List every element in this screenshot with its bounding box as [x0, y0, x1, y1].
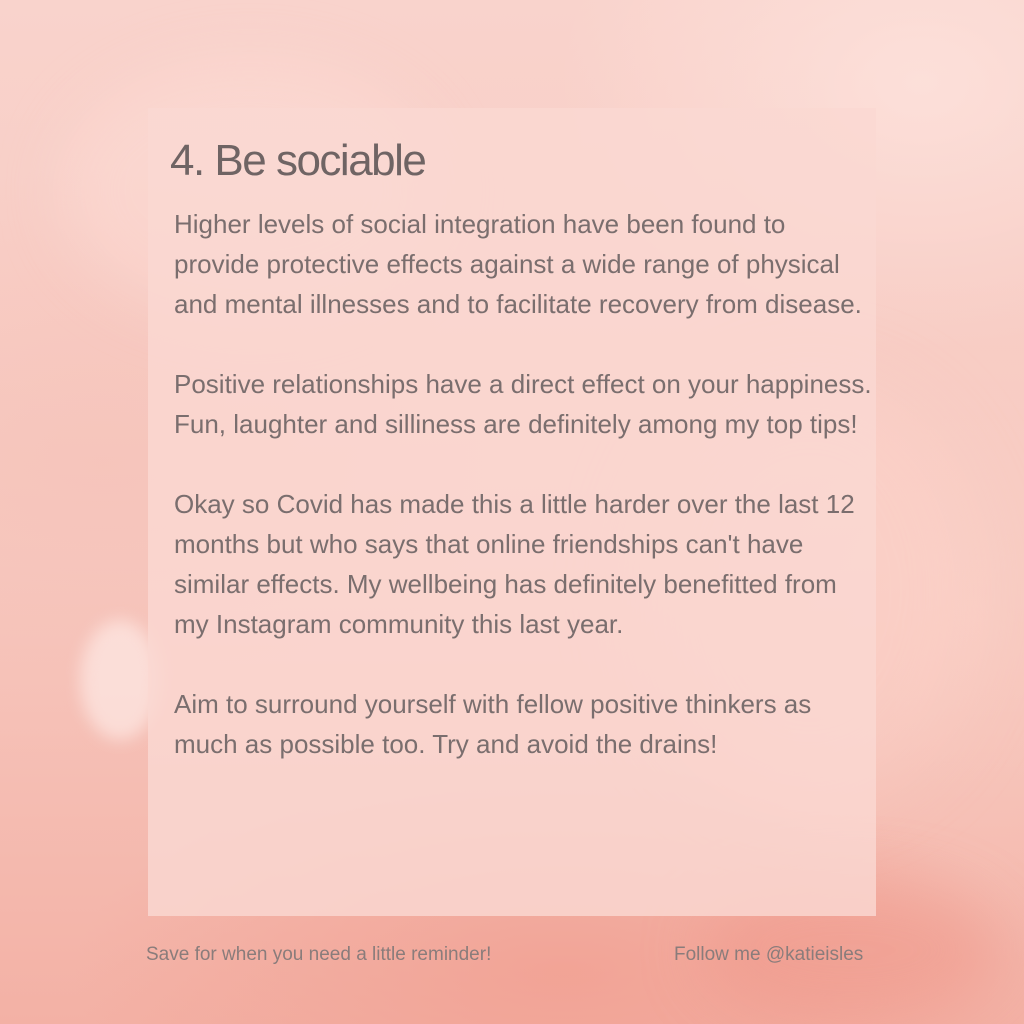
card-title: 4. Be sociable: [170, 136, 426, 185]
save-reminder-text: Save for when you need a little reminder!: [146, 944, 492, 965]
paragraph: Okay so Covid has made this a little harder over the last 12 months but who says that online friendships can't have similar effects. My wellbeing has definitely benefitted from my Instagram community this last year.: [174, 489, 855, 639]
paragraph: Aim to surround yourself with fellow positive thinkers as much as possible too. Try and avoid the drains!: [174, 689, 812, 759]
card-body: [174, 204, 874, 804]
content-card: [148, 108, 876, 916]
paragraph: Positive relationships have a direct effect on your happiness. Fun, laughter and silliness are definitely among my top tips!: [174, 369, 872, 439]
paragraph: Higher levels of social integration have been found to provide protective effects against a wide range of physical and mental illnesses and to facilitate recovery from disease.: [174, 209, 862, 319]
follow-handle-text: Follow me @katieisles: [674, 944, 864, 965]
